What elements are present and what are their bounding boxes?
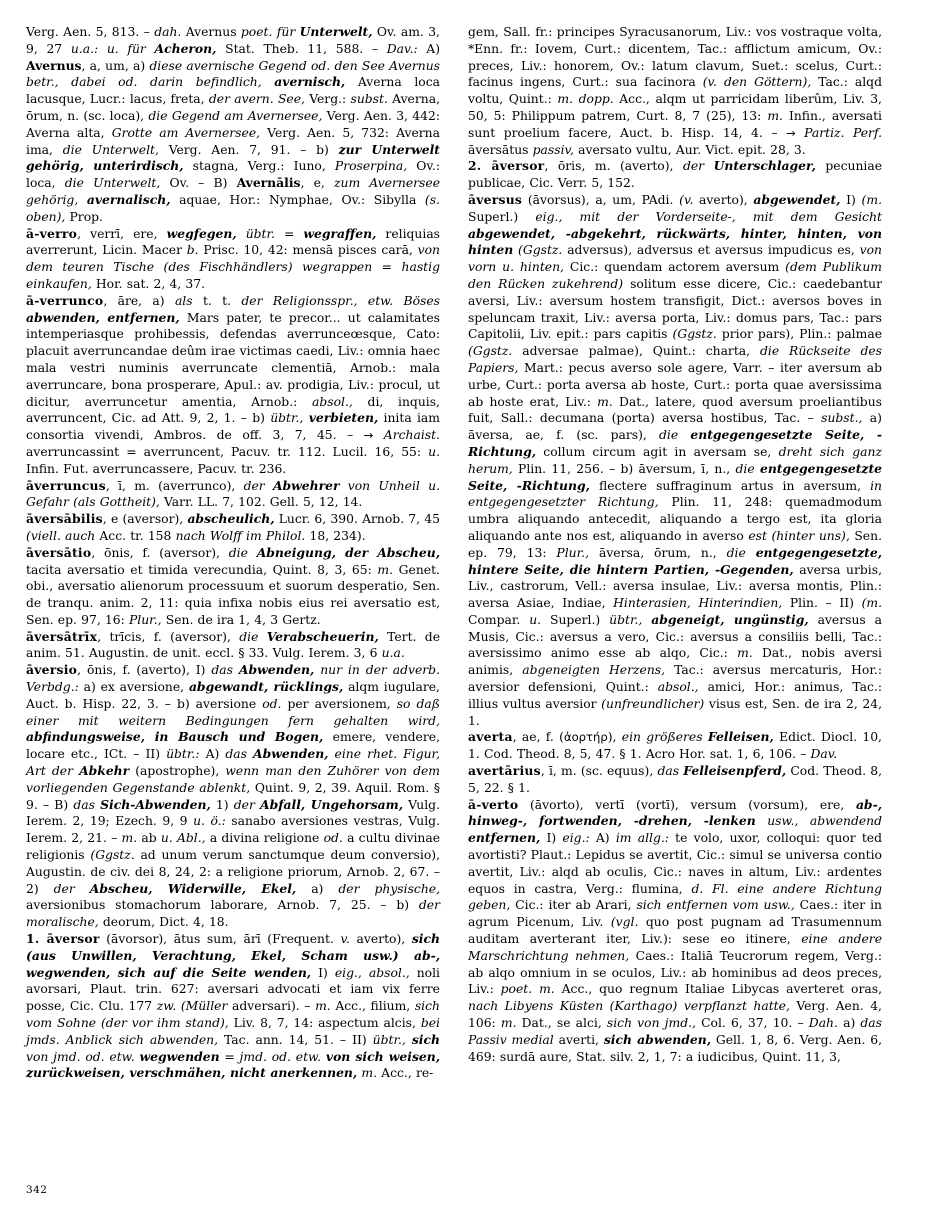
dictionary-entry: gem, Sall. fr.: principes Syracusanorum, Liv.: vos vostraque volta, *Enn. fr.: Iovem, Curt.: dicentem, Tac.: afflictum amicum, Ov.: preces, Liv.: honorem, Ov.: latum clavum, Suet.: scelus, Curt.: facinus ingens, Curt.: sua facinora (v. den Göttern), Tac.: alqd voltu, Quint.: m. dopp. Acc., alqm ut parricidam liberûm, Liv. 3, 50, 5: Philippum patrem, Curt. 8, 7 (25), 13: m. Infin., aversati sunt proelium facere, Auct. b. Hisp. 14, 4. – → Partiz. Perf. āversātus passiv, aversato vultu, Aur. Vict. epit. 28, 3. [468,25,882,157]
page-columns [26,24,895,1082]
dictionary-entry: āversābilis, e (aversor), abscheulich, Lucr. 6, 390. Arnob. 7, 45 (viell. auch Acc. tr. 158 nach Wolff im Philol. 18, 234). [26,511,440,543]
dictionary-entry: āversātio, ōnis, f. (aversor), die Abneigung, der Abscheu, tacita aversatio et timida verecundia, Quint. 8, 3, 65: m. Genet. obi., aversatio alienorum processuum et suorum desperatio, Sen. de tranqu. anim. 2, 11: quia infixa nobis eius rei aversatio est, Sen. ep. 97, 16: Plur., Sen. de ira 1, 4, 3 Gertz. [26,544,440,627]
right-text-column [468,24,882,1065]
dictionary-entry: āversātrīx, trīcis, f. (aversor), die Verabscheuerin, Tert. de anim. 51. Augustin. de unit. eccl. § 33. Vulg. Ierem. 3, 6 u.a. [26,628,440,661]
dictionary-entry: avertārius, ī, m. (sc. equus), das Felleisenpferd, Cod. Theod. 8, 5, 22. § 1. [468,763,882,795]
page-number: 342 [26,1184,48,1196]
dictionary-entry: ā-verro, verrī, ere, wegfegen, übtr. = wegraffen, reliquias averrerunt, Licin. Macer b. Prisc. 10, 42: mensā pisces carā, von dem teuren Tische (des Fischhändlers) wegrappen = hastig einkaufen, Hor. sat. 2, 4, 37. [26,225,441,291]
dictionary-entry: āversus (āvorsus), a, um, PAdi. (v. averto), abgewendet, I) (m. Superl.) eig., mit der Vorderseite-, mit dem Gesicht abgewendet, -abgekehrt, rückwärts, hinter, hinten, von hinten (Ggstz. adversus), adversus et aversus impudicus es, von vorn u. hinten, Cic.: quendam actorem aversum (dem Publikum den Rücken zukehrend) solitum esse dicere, Cic.: caedebantur aversi, Liv.: aversum hostem transfigit, Dict.: aversos boves in speluncam traxit, Liv.: aversa porta, Liv.: domus pars, Tac.: pars Capitolii, Liv. epit.: pars capitis (Ggstz. prior pars), Plin.: palmae (Ggstz. adversae palmae), Quint.: charta, die Rückseite des Papiers, Mart.: pecus averso sole agere, Varr. – iter aversum ab urbe, Curt.: porta aversa ab hoste, Curt.: porta quae aversissima ab hoste erat, Liv.: m. Dat., latere, quod aversum proeliantibus fuit, Sall.: decumana (porta) aversa hostibus, Tac. – subst., a) āversa, ae, f. (sc. pars), die entgegengesetzte Seite, -Richtung, collum circum agit in aversam se, dreht sich ganz herum, Plin. 11, 256. – b) āversum, ī, n., die entgegengesetzte Seite, -Richtung, flectere suffraginum artus in aversum, in entgegengesetzter Richtung, Plin. 11, 248: quemadmodum umbra aliquando antecedit, aliquando a tergo est, ita gloria aliquando ante nos est, aliquando in averso est (hinter uns), Sen. ep. 79, 13: Plur., āversa, ōrum, n., die entgegengesetzte, hintere Seite, die hintern Partien, -Gegenden, aversa urbis, Liv., castrorum, Vell.: aversa insulae, Liv.: aversa montis, Plin.: aversa Asiae, Indiae, Hinterasien, Hinterindien, Plin. – II) (m. Compar. u. Superl.) übtr., abgeneigt, ungünstig, aversus a Musis, Cic.: aversus a vero, Cic.: aversus a consiliis belli, Tac.: aversissimo animo esse ab alqo, Cic.: m. Dat., nobis aversi animis, abgeneigten Herzens, Tac.: aversus mercaturis, Hor.: aversior defensioni, Quint.: absol., amici, Hor.: animus, Tac.: illius vultus aversior (unfreundlicher) visus est, Sen. de ira 2, 24, 1. [468,191,883,728]
dictionary-entry: 2. āversor, ōris, m. (averto), der Unterschlager, pecuniae publicae, Cic. Verr. 5, 152. [468,158,883,191]
dictionary-entry: 1. āversor (āvorsor), ātus sum, ārī (Frequent. v. averto), sich (aus Unwillen, Verachtung, Ekel, Scham usw.) ab-, wegwenden, sich auf die Seite wenden, I) eig., absol., noli avorsari, Plaut. trin. 627: aversari advocati et iam vix ferre posse, Cic. Clu. 177 zw. (Müller adversari). – m. Acc., filium, sich vom Sohne (der vor ihm stand), Liv. 8, 7, 14: aspectum alcis, bei jmds. Anblick sich abwenden, Tac. ann. 14, 51. – II) übtr., sich von jmd. od. etw. wegwenden = jmd. od. etw. von sich weisen, zurückweisen, verschmähen, nicht anerkennen, m. Acc., re- [26,931,441,1081]
dictionary-entry: ā-verrunco, āre, a) als t. t. der Religionsspr., etw. Böses abwenden, entfernen, Mars pater, te precor... ut calamitates intemperiasque prohibessis, defendas averrunceœsque, Cato: placuit averruncandae deûm irae victimas caedi, Liv.: omnia haec mala vestri numinis averruncate clementiā, Arnob.: mala averruncare, bona prosperare, Apul.: av. prodigia, Liv.: procul, ut dicitur, averruncetur amentia, Arnob.: absol., di, inquis, averruncent, Cic. ad Att. 9, 2, 1. – b) übtr., verbieten, inita iam consortia vivendi, Ambros. de off. 3, 7, 45. – → Archaist. averruncassint = averruncent, Pacuv. tr. 112. Lucil. 16, 55: u. Infin. Fut. averruncassere, Pacuv. tr. 236. [26,292,440,476]
dictionary-entry: ā-verto (āvorto), vertī (vortī), versum (vorsum), ere, ab-, hinweg-, fortwenden, -drehen, -lenken usw., abwendend entfernen, I) eig.: A) im allg.: te volo, uxor, colloqui: quor ted avortisti? Plaut.: Lepidus se avertit, Cic.: simul se universa contio avertit, Liv.: alqd ab oculis, Cic.: naves in altum, Liv.: ardentes equos in castra, Verg.: flumina, d. Fl. eine andere Richtung geben, Cic.: iter ab Arari, sich entfernen vom usw., Caes.: iter in agrum Picenum, Liv. (vgl. quo post pugnam ad Trasumennum auditam averterant iter, Liv.): sese eo itinere, eine andere Marschrichtung nehmen, Caes.: Italiā Teucrorum regem, Verg.: ab alqo omnium in se oculos, Liv.: ab hominibus ad deos preces, Liv.: poet. m. Acc., quo regnum Italiae Libycas averteret oras, nach Libyens Küsten (Karthago) verpflanzt hatte, Verg. Aen. 4, 106: m. Dat., se alci, sich von jmd., Col. 6, 37, 10. – Dah. a) das Passiv medial averti, sich abwenden, Gell. 1, 8, 6. Verg. Aen. 6, 469: surdā aure, Stat. silv. 2, 1, 7: a iudicibus, Quint. 11, 3, [468,796,883,1064]
dictionary-entry: āverruncus, ī, m. (averrunco), der Abwehrer von Unheil u. Gefahr (als Gottheit), Varr. LL. 7, 102. Gell. 5, 12, 14. [26,477,441,510]
dictionary-entry: averta, ae, f. (ἀορτήρ), ein größeres Felleisen, Edict. Diocl. 10, 1. Cod. Theod. 8, 5, 47. § 1. Acro Hor. sat. 1, 6, 106. – Dav. [468,729,882,762]
dictionary-entry: āversio, ōnis, f. (averto), I) das Abwenden, nur in der adverb. Verbdg.: a) ex aversione, abgewandt, rücklings, alqm iugulare, Auct. b. Hisp. 22, 3. – b) aversione od. per aversionem, so daß einer mit weitern Bedingungen fern gehalten wird, abfindungsweise, in Bausch und Bogen, emere, vendere, locare etc., ICt. – II) übtr.: A) das Abwenden, eine rhet. Figur, Art der Abkehr (apostrophe), wenn man den Zuhörer von dem vorliegenden Gegenstande ablenkt, Quint. 9, 2, 39. Aquil. Rom. § 9. – B) das Sich-Abwenden, 1) der Abfall, Ungehorsam, Vulg. Ierem. 2, 19; Ezech. 9, 9 u. ö.: sanabo aversiones vestras, Vulg. Ierem. 2, 21. – m. ab u. Abl., a divina religione od. a cultu divinae religionis (Ggstz. ad unum verum sanctumque deum conversio), Augustin. de civ. dei 8, 24, 2: a religione priorum, Arnob. 2, 67. – 2) der Abscheu, Widerwille, Ekel, a) der physische, aversionibus stomachorum laborare, Arnob. 7, 25. – b) der moralische, deorum, Dict. 4, 18. [26,662,441,930]
left-text-column [26,24,440,1082]
dictionary-entry: Verg. Aen. 5, 813. – dah. Avernus poet. für Unterwelt, Ov. am. 3, 9, 27 u.a.: u. für Acheron, Stat. Theb. 11, 588. – Dav.: A) Avernus, a, um, a) diese avernische Gegend od. den See Avernus betr., dabei od. darin befindlich, avernisch, Averna loca lacusque, Lucr.: lacus, freta, der avern. See, Verg.: subst. Averna, ōrum, n. (sc. loca), die Gegend am Avernersee, Verg. Aen. 3, 442: Averna alta, Grotte am Avernersee, Verg. Aen. 5, 732: Averna ima, die Unterwelt, Verg. Aen. 7, 91. – b) zur Unterwelt gehörig, unterirdisch, stagna, Verg.: Iuno, Proserpina, Ov.: loca, die Unterwelt, Ov. – B) Avernālis, e, zum Avernersee gehörig, avernalisch, aquae, Hor.: Nymphae, Ov.: Sibylla (s. oben), Prop. [26,24,441,224]
